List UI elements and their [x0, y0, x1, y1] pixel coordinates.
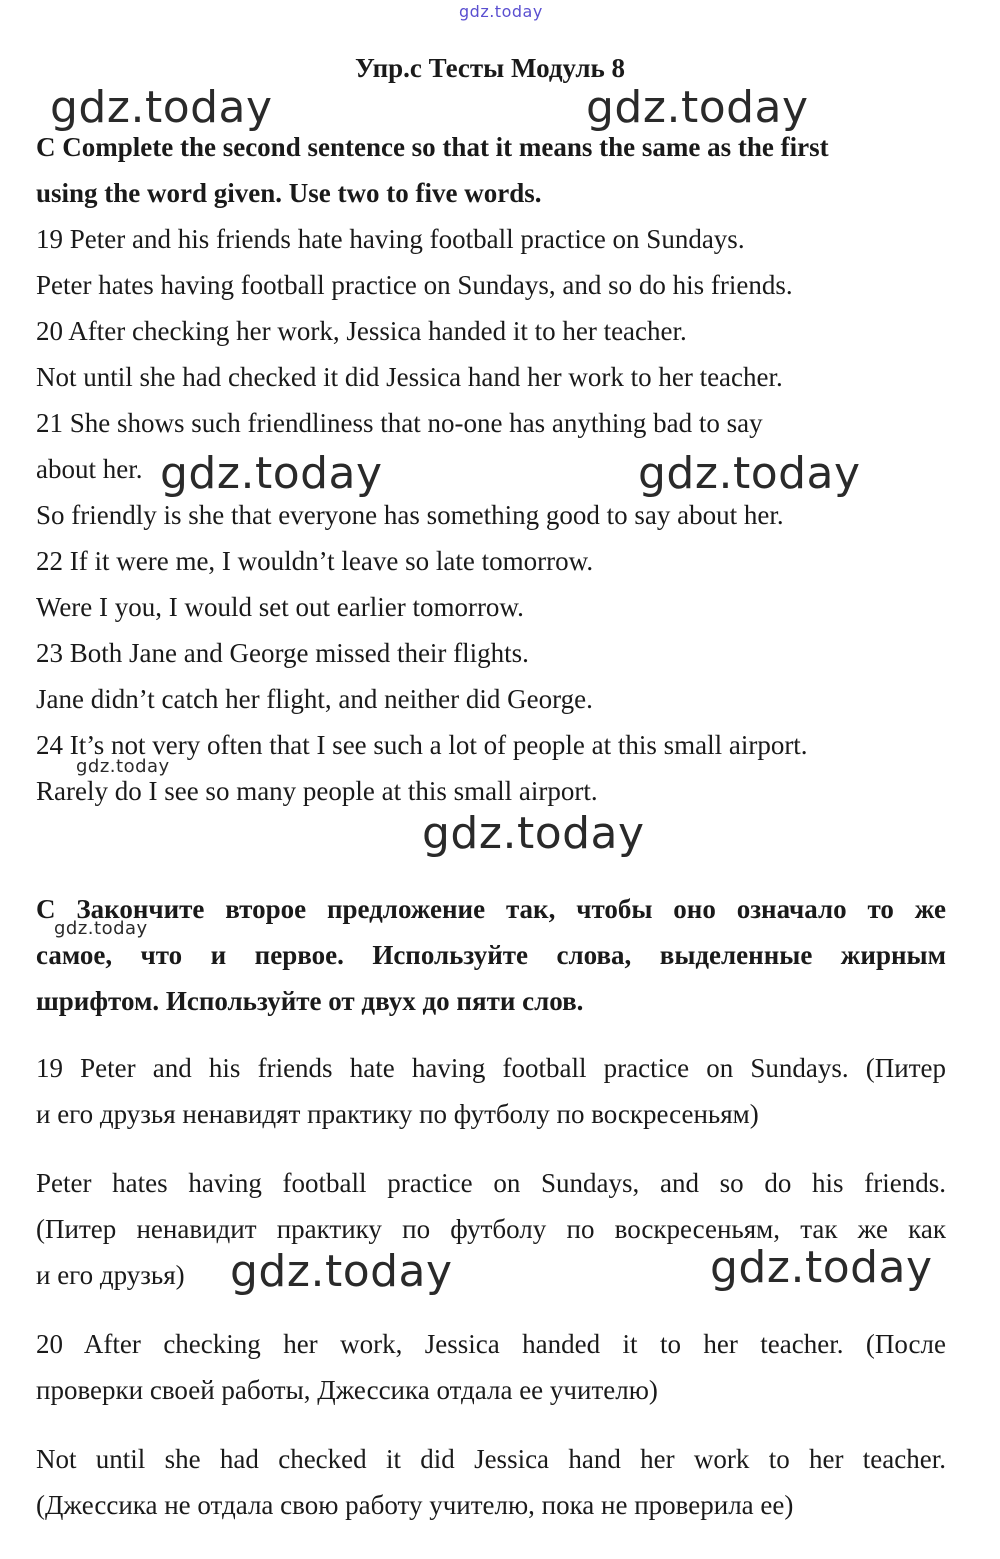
watermark: gdz.today — [638, 448, 861, 499]
instruction-en-line: using the word given. Use two to five words. — [36, 178, 542, 208]
watermark: gdz.today — [230, 1246, 453, 1297]
watermark: gdz.today — [710, 1242, 933, 1293]
watermark: gdz.today — [50, 82, 273, 133]
paragraph-line: проверки своей работы, Джессика отдала ее учителю) — [36, 1375, 658, 1405]
task-line: 21 She shows such friendliness that no-one has anything bad to say — [36, 408, 763, 438]
instruction-ru-line: шрифтом. Используйте от двух до пяти слов. — [36, 986, 584, 1016]
answer-line: Not until she had checked it did Jessica hand her work to her teacher. — [36, 362, 783, 392]
answer-line: Were I you, I would set out earlier tomorrow. — [36, 592, 524, 622]
task-line: 19 Peter and his friends hate having football practice on Sundays. — [36, 224, 745, 254]
instruction-ru-line: C Закончите второе предложение так, чтобы оно означало то же — [36, 894, 946, 924]
watermark: gdz.today — [160, 448, 383, 499]
task-line: 24 It’s not very often that I see such a lot of people at this small airport. — [36, 730, 808, 760]
task-line: 22 If it were me, I wouldn’t leave so late tomorrow. — [36, 546, 594, 576]
instruction-ru-line: самое, что и первое. Используйте слова, выделенные жирным — [36, 940, 946, 970]
paragraph-line: 19 Peter and his friends hate having football practice on Sundays. (Питер — [36, 1053, 946, 1083]
paragraph-line: 20 After checking her work, Jessica handed it to her teacher. (После — [36, 1329, 946, 1359]
task-line: 20 After checking her work, Jessica handed it to her teacher. — [36, 316, 687, 346]
paragraph-line: Peter hates having football practice on Sundays, and so do his friends. — [36, 1168, 946, 1198]
answer-line: Peter hates having football practice on Sundays, and so do his friends. — [36, 270, 793, 300]
instruction-en-line: C Complete the second sentence so that it means the same as the first — [36, 132, 829, 162]
answer-line: So friendly is she that everyone has something good to say about her. — [36, 500, 784, 530]
paragraph-line: и его друзья ненавидят практику по футболу по воскресеньям) — [36, 1099, 759, 1129]
page-title: Упр.с Тесты Модуль 8 — [354, 53, 626, 83]
paragraph-ru-20-task — [36, 1321, 946, 1413]
paragraph-ru-19-task — [36, 1045, 946, 1137]
watermark-small: gdz.today — [54, 918, 148, 939]
paragraph-line: (Джессика не отдала свою работу учителю, пока не проверила ее) — [36, 1490, 794, 1520]
paragraph-ru-20-answer — [36, 1436, 946, 1528]
task-line: about her. — [36, 454, 143, 484]
answer-line: Jane didn’t catch her flight, and neither did George. — [36, 684, 593, 714]
answer-line: Rarely do I see so many people at this small airport. — [36, 776, 598, 806]
watermark: gdz.today — [422, 808, 645, 859]
paragraph-line: (Питер ненавидит практику по футболу по воскресеньям, так же как — [36, 1214, 946, 1244]
task-line: 23 Both Jane and George missed their flights. — [36, 638, 529, 668]
watermark-small: gdz.today — [76, 756, 170, 777]
paragraph-line: и его друзья) — [36, 1260, 185, 1290]
paragraph-line: Not until she had checked it did Jessica hand her work to her teacher. — [36, 1444, 946, 1474]
watermark: gdz.today — [586, 82, 809, 133]
section-ru-instruction — [36, 886, 946, 1024]
watermark-top: gdz.today — [459, 2, 543, 21]
